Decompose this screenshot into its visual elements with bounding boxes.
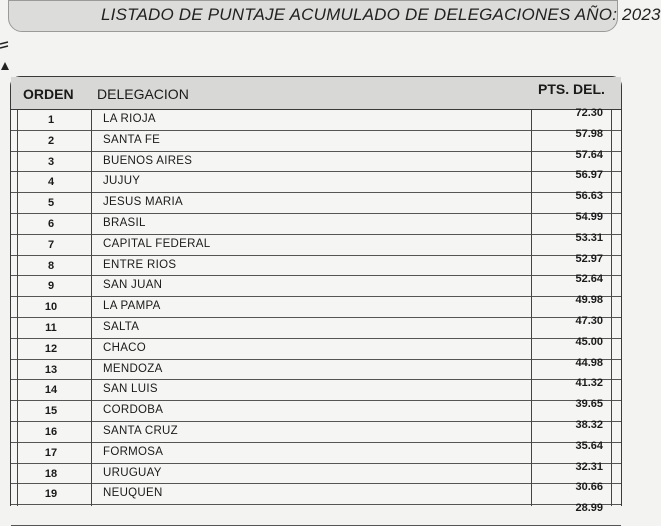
orden-cell: 4 [47, 176, 55, 189]
delegacion-cell: SAN LUIS [103, 383, 158, 396]
pts-cell: 44.98 [575, 356, 603, 369]
corner-mark-icon [0, 40, 10, 76]
table-row [11, 273, 621, 297]
table-row [11, 377, 621, 401]
pts-cell: 52.97 [575, 252, 603, 265]
orden-cell: 10 [44, 301, 58, 314]
pts-cell: 35.64 [575, 439, 603, 452]
delegacion-cell: LA RIOJA [103, 113, 156, 125]
table-row [11, 107, 621, 131]
column-divider [611, 110, 612, 506]
orden-cell: 17 [44, 446, 58, 459]
delegacion-cell: URUGUAY [103, 466, 162, 479]
delegacion-cell: CORDOBA [103, 404, 164, 417]
pts-cell: 56.97 [575, 169, 603, 182]
delegacion-cell: CHACO [103, 341, 147, 354]
column-divider [91, 110, 92, 506]
orden-cell: 14 [44, 384, 58, 397]
header-delegacion: DELEGACION [97, 86, 189, 102]
table-row [11, 439, 621, 464]
delegacion-cell: SAN JUAN [103, 279, 163, 292]
pts-cell: 52.64 [575, 273, 603, 286]
table-row [11, 252, 621, 277]
header-orden: ORDEN [23, 86, 74, 102]
delegacion-cell: FORMOSA [103, 445, 164, 458]
orden-cell: 6 [47, 217, 55, 230]
table-row [11, 294, 621, 318]
orden-cell: 18 [44, 467, 58, 480]
pts-cell: 57.98 [575, 127, 603, 140]
orden-cell: 1 [47, 114, 55, 126]
table-row [11, 398, 621, 422]
table-header [11, 77, 621, 110]
column-divider [531, 110, 532, 506]
table-row [11, 148, 621, 173]
table-body [11, 107, 621, 526]
pts-cell: 56.63 [575, 190, 603, 203]
orden-cell: 13 [44, 363, 58, 376]
pts-cell: 72.30 [575, 107, 603, 119]
table-row [11, 127, 621, 152]
ranking-table [10, 76, 622, 515]
orden-cell: 2 [47, 134, 55, 147]
delegacion-cell: SANTA FE [103, 133, 161, 146]
pts-cell: 39.65 [575, 398, 603, 411]
delegacion-cell: NEUQUEN [103, 487, 163, 500]
pts-cell: 47.30 [575, 314, 603, 327]
orden-cell: 7 [47, 238, 55, 251]
table-row [11, 335, 621, 360]
pts-cell: 30.66 [575, 481, 603, 494]
table-row [11, 169, 621, 193]
pts-cell: 32.31 [575, 460, 603, 473]
orden-cell: 8 [47, 259, 55, 272]
orden-cell: 3 [47, 155, 55, 168]
pts-cell: 41.32 [575, 377, 603, 390]
delegacion-cell: SALTA [103, 320, 140, 333]
table-row [11, 481, 621, 505]
orden-cell: 9 [47, 280, 55, 293]
table-row [11, 231, 621, 256]
orden-cell: 11 [45, 321, 57, 334]
delegacion-cell: ENTRE RIOS [103, 258, 177, 271]
table-row [11, 314, 621, 339]
orden-cell: 15 [44, 405, 58, 418]
delegacion-cell: JESUS MARIA [103, 196, 183, 209]
pts-cell: 38.32 [575, 418, 603, 431]
header-pts: PTS. DEL. [538, 81, 605, 97]
delegacion-cell: CAPITAL FEDERAL [103, 237, 211, 250]
table-row [11, 460, 621, 485]
pts-cell: 28.99 [575, 502, 603, 515]
orden-cell: 19 [44, 488, 58, 501]
delegacion-cell: SANTA CRUZ [103, 424, 178, 437]
pts-cell: 49.98 [575, 294, 603, 307]
table-row [11, 356, 621, 381]
table-row [11, 210, 621, 235]
delegacion-cell: BUENOS AIRES [103, 154, 193, 167]
delegacion-cell: JUJUY [103, 175, 141, 188]
table-row [11, 418, 621, 443]
delegacion-cell: LA PAMPA [103, 300, 161, 313]
pts-cell: 54.99 [575, 210, 603, 223]
page-title: LISTADO DE PUNTAJE ACUMULADO DE DELEGACIONES AÑO: 2023 [101, 5, 661, 24]
column-divider [17, 110, 18, 506]
delegacion-cell: MENDOZA [103, 362, 163, 375]
orden-cell: 5 [47, 197, 55, 210]
table-row [11, 190, 621, 214]
title-banner [8, 0, 661, 32]
table-row [11, 502, 621, 526]
delegacion-cell: BRASIL [103, 216, 146, 229]
pts-cell: 57.64 [575, 148, 603, 161]
orden-cell: 12 [44, 342, 58, 355]
pts-cell: 53.31 [575, 231, 603, 244]
orden-cell: 16 [44, 425, 58, 438]
pts-cell: 45.00 [575, 335, 603, 348]
